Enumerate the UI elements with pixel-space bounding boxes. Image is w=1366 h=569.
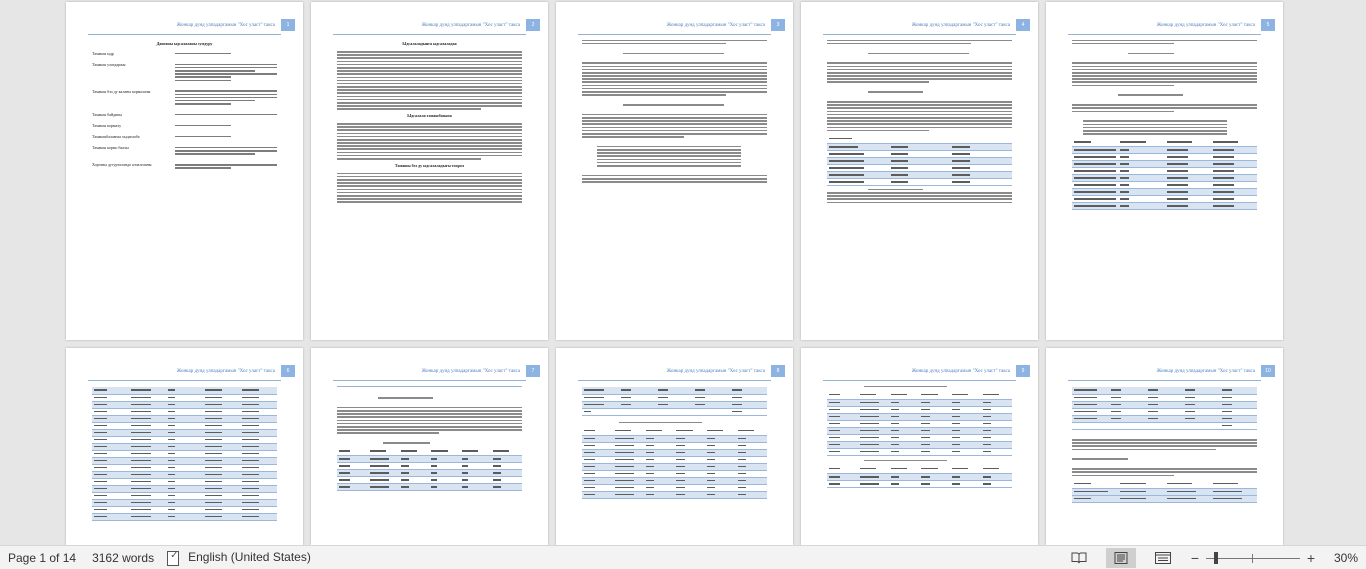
header-text: Жонкар дунд улпадаргамын "Хос уласт" такса	[176, 368, 275, 374]
read-mode-button[interactable]	[1064, 548, 1094, 568]
header-text: Жонкар дунд улпадаргамын "Хос уласт" такса	[1156, 368, 1255, 374]
header-divider	[823, 380, 1016, 381]
data-table	[582, 387, 767, 416]
word-count-indicator[interactable]: 3162 words	[92, 550, 155, 565]
page-number: 5	[1261, 19, 1275, 31]
page-8[interactable]	[556, 348, 793, 545]
section-title: Тамашы бээ ду ыдсалаладыгы тоорол	[394, 162, 465, 168]
page-header	[809, 18, 1030, 32]
field-label: Тамашыбаламчы хыдагааба	[92, 134, 140, 140]
proofing-indicator[interactable]	[162, 550, 319, 565]
page-header	[564, 18, 785, 32]
language-indicator[interactable]: English (United States)	[188, 550, 311, 565]
print-layout-icon	[1114, 552, 1128, 564]
header-divider	[1068, 34, 1261, 35]
page-number: 6	[281, 365, 295, 377]
page-number: 2	[526, 19, 540, 31]
zoom-in-button[interactable]: +	[1306, 550, 1316, 566]
page-9[interactable]	[801, 348, 1038, 545]
page-header	[1054, 18, 1275, 32]
page-number: 3	[771, 19, 785, 31]
zoom-slider-thumb[interactable]	[1214, 552, 1218, 564]
page-3[interactable]	[556, 2, 793, 340]
page-10[interactable]	[1046, 348, 1283, 545]
header-divider	[578, 380, 771, 381]
web-layout-button[interactable]	[1148, 548, 1178, 568]
proofing-icon	[166, 551, 180, 565]
data-table	[827, 134, 1012, 186]
header-text: Жонкар дунд улпадаргамын "Хос уласт" такса	[1156, 22, 1255, 28]
page-count-indicator[interactable]: Page 1 of 14	[8, 550, 77, 565]
field-label: Хорганы дугурталанда алчалгааны	[92, 162, 152, 168]
field-label: Тамашы кормо баалы	[92, 145, 129, 151]
zoom-slider[interactable]	[1206, 548, 1300, 568]
status-bar	[0, 545, 1366, 569]
zoom-level[interactable]: 30%	[1333, 551, 1358, 565]
page-header	[564, 364, 785, 378]
page-header	[74, 18, 295, 32]
page-number: 9	[1016, 365, 1030, 377]
header-divider	[88, 380, 281, 381]
header-divider	[333, 34, 526, 35]
page-header	[319, 18, 540, 32]
header-divider	[88, 34, 281, 35]
field-label: Тамашы байдикы	[92, 112, 122, 118]
page-number: 10	[1261, 365, 1275, 377]
book-icon	[1071, 552, 1087, 564]
header-divider	[333, 380, 526, 381]
header-text: Жонкар дунд улпадаргамын "Хос уласт" такса	[666, 22, 765, 28]
page-1[interactable]	[66, 2, 303, 340]
data-table	[827, 464, 1012, 488]
page-header	[74, 364, 295, 378]
header-text: Жонкар дунд улпадаргамын "Хос уласт" такса	[666, 368, 765, 374]
header-text: Жонкар дунд улпадаргамын "Хос уласт" такса	[911, 368, 1010, 374]
data-table	[1072, 387, 1257, 430]
page-header	[809, 364, 1030, 378]
page-header	[319, 364, 540, 378]
page-7[interactable]	[311, 348, 548, 545]
print-layout-button[interactable]	[1106, 548, 1136, 568]
page-header	[1054, 364, 1275, 378]
data-table	[827, 390, 1012, 456]
field-label: Тамашы ыдр	[92, 51, 114, 56]
header-divider	[578, 34, 771, 35]
page-number: 4	[1016, 19, 1030, 31]
data-table	[337, 447, 522, 492]
data-table	[1072, 479, 1257, 503]
page-number: 1	[281, 19, 295, 31]
field-label: Тамашы кормалу	[92, 123, 122, 129]
page-number: 8	[771, 365, 785, 377]
header-text: Жонкар дунд улпадаргамын "Хос уласт" такса	[176, 22, 275, 28]
page-2[interactable]	[311, 2, 548, 340]
data-table	[1072, 138, 1257, 211]
field-label: Тамашы улагдаржы	[92, 62, 126, 67]
section-title: Ыдсалаладынга ыдсалаладаа	[402, 41, 457, 46]
data-table	[582, 426, 767, 499]
page-6[interactable]	[66, 348, 303, 545]
page-5[interactable]	[1046, 2, 1283, 340]
header-text: Жонкар дунд улпадаргамын "Хос уласт" такса	[421, 368, 520, 374]
zoom-out-button[interactable]: −	[1190, 550, 1200, 566]
header-divider	[1068, 380, 1261, 381]
web-layout-icon	[1155, 552, 1171, 564]
field-label: Тамашы бээ ду каланы кормалачы	[92, 88, 151, 94]
header-divider	[823, 34, 1016, 35]
header-text: Жонкар дунд улпадаргамын "Хос уласт" такса	[421, 22, 520, 28]
page-number: 7	[526, 365, 540, 377]
header-text: Жонкар дунд улпадаргамын "Хос уласт" такса	[911, 22, 1010, 28]
document-title: Данганы ыдсалаланы сумдуру	[156, 41, 213, 46]
section-title: Ыдсалала тамашбазыпа	[407, 112, 452, 118]
page-4[interactable]	[801, 2, 1038, 340]
data-table	[92, 387, 277, 521]
